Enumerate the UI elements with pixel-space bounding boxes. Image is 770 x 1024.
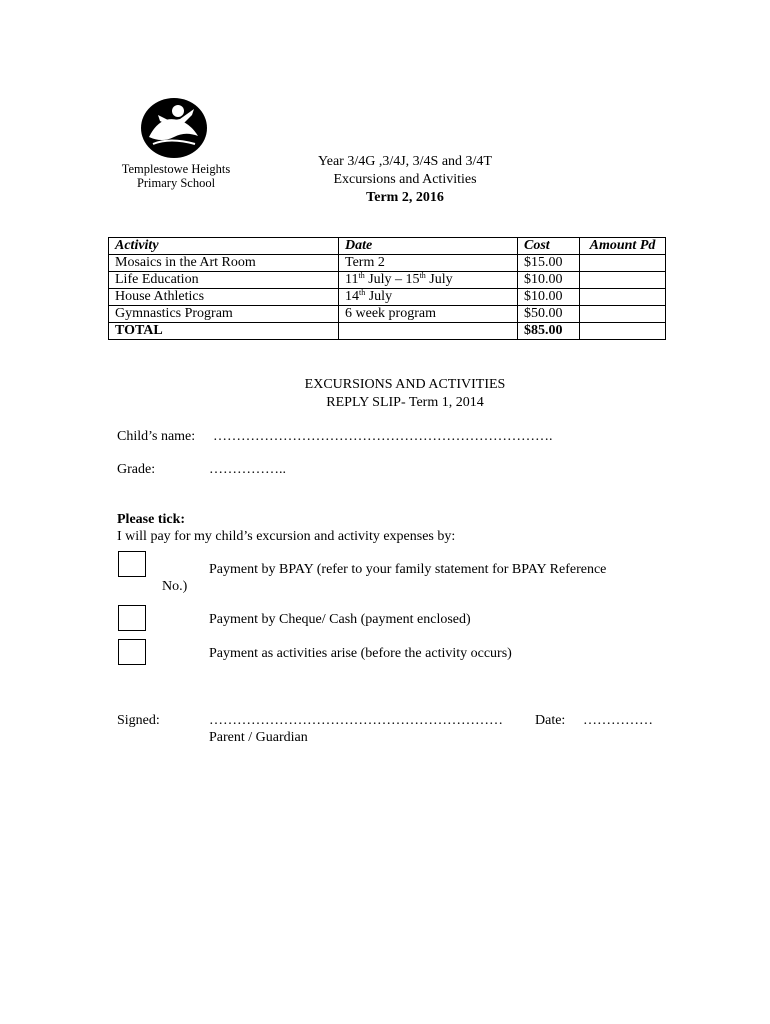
cell-cost: $10.00 — [518, 272, 580, 289]
table-header-row — [109, 238, 666, 255]
school-name-line2: Primary School — [136, 176, 216, 190]
table-row — [109, 272, 666, 289]
cell-amount-paid[interactable] — [580, 272, 666, 289]
school-name — [117, 162, 235, 190]
signature-field[interactable]: ……………………………………………………… — [209, 713, 503, 728]
header-subtitle: Excursions and Activities — [333, 172, 477, 187]
bpay-checkbox[interactable] — [118, 551, 146, 577]
header-amount-paid: Amount Pd — [580, 238, 666, 255]
header-cost: Cost — [518, 238, 580, 255]
cell-date: 6 week program — [339, 306, 518, 323]
cell-total-date — [339, 323, 518, 340]
reply-title: EXCURSIONS AND ACTIVITIES — [304, 377, 506, 392]
date-suffix: th — [358, 271, 365, 280]
date-part: 14 — [345, 289, 359, 304]
date-suffix: th — [419, 271, 426, 280]
cell-amount-paid[interactable] — [580, 306, 666, 323]
cell-amount-paid[interactable] — [580, 255, 666, 272]
reply-subtitle: REPLY SLIP- Term 1, 2014 — [326, 395, 484, 410]
cell-total-label: TOTAL — [109, 323, 339, 340]
date-suffix: th — [359, 288, 366, 297]
payment-intro: I will pay for my child’s excursion and activity expenses by: — [117, 529, 456, 544]
cell-activity: Mosaics in the Art Room — [109, 255, 339, 272]
please-tick-heading: Please tick: — [117, 512, 186, 527]
header-date: Date — [339, 238, 518, 255]
table-row — [109, 306, 666, 323]
option-as-arise-label: Payment as activities arise (before the activity occurs) — [209, 646, 512, 661]
cell-date — [339, 289, 518, 306]
fees-table — [108, 237, 666, 340]
cell-total-paid[interactable] — [580, 323, 666, 340]
parent-guardian-label: Parent / Guardian — [209, 730, 308, 745]
cell-activity: Gymnastics Program — [109, 306, 339, 323]
header-activity: Activity — [109, 238, 339, 255]
cell-date: Term 2 — [339, 255, 518, 272]
header-year-groups: Year 3/4G ,3/4J, 3/4S and 3/4T — [318, 154, 492, 169]
date-label: Date: — [535, 713, 566, 728]
cell-activity: House Athletics — [109, 289, 339, 306]
table-row — [109, 255, 666, 272]
table-row — [109, 289, 666, 306]
option-bpay-label: Payment by BPAY (refer to your family statement for BPAY Reference — [209, 562, 607, 577]
cell-cost: $10.00 — [518, 289, 580, 306]
date-part: 11 — [345, 272, 359, 287]
child-name-field[interactable]: ………………………………………………………………. — [213, 429, 553, 444]
cell-total-cost: $85.00 — [518, 323, 580, 340]
cell-amount-paid[interactable] — [580, 289, 666, 306]
child-name-label: Child’s name: — [117, 429, 196, 444]
header-term: Term 2, 2016 — [366, 190, 444, 205]
as-activities-arise-checkbox[interactable] — [118, 639, 146, 665]
cheque-cash-checkbox[interactable] — [118, 605, 146, 631]
school-logo-icon — [140, 97, 208, 159]
cell-cost: $50.00 — [518, 306, 580, 323]
table-total-row — [109, 323, 666, 340]
cell-cost: $15.00 — [518, 255, 580, 272]
signed-label: Signed: — [117, 713, 160, 728]
cell-date — [339, 272, 518, 289]
grade-label: Grade: — [117, 462, 156, 477]
date-field[interactable]: …………… — [583, 713, 653, 728]
grade-field[interactable]: …………….. — [209, 462, 286, 477]
option-cheque-label: Payment by Cheque/ Cash (payment enclosed) — [209, 612, 471, 627]
date-part: July – 15 — [364, 272, 420, 287]
cell-activity: Life Education — [109, 272, 339, 289]
date-part: July — [425, 272, 453, 287]
school-name-line1: Templestowe Heights — [121, 162, 231, 176]
date-part: July — [365, 289, 393, 304]
option-bpay-label-cont: No.) — [162, 579, 188, 594]
